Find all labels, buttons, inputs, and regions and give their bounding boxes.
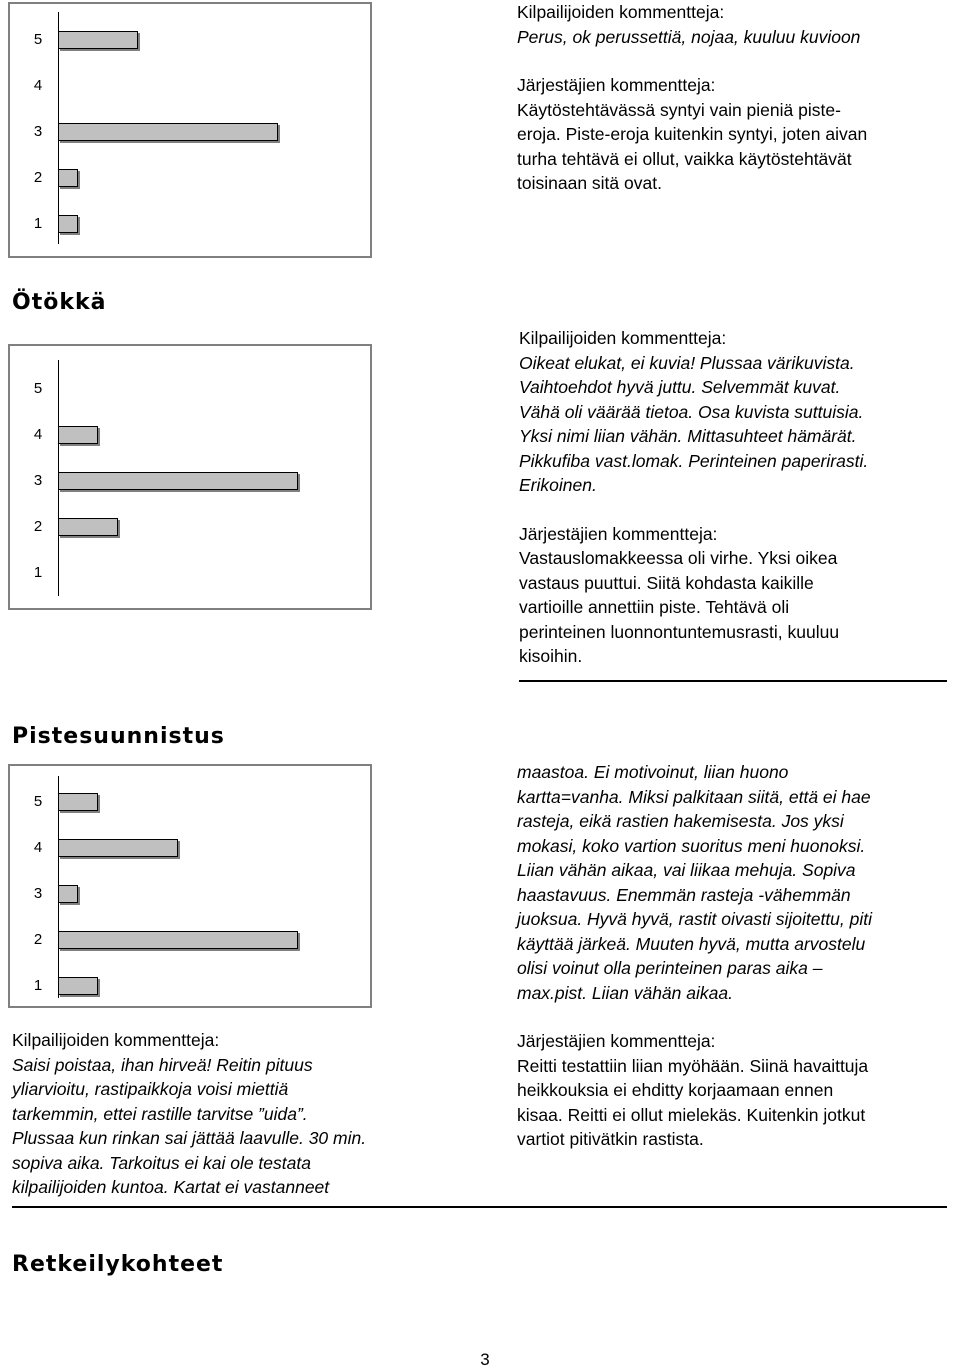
chart-bar (58, 215, 78, 233)
text-line: rasteja, eikä rastien hakemisesta. Jos yksi (517, 811, 844, 831)
organizer-heading: Järjestäjien kommentteja: (517, 75, 716, 95)
text-line: Pikkufiba vast.lomak. Perinteinen paperirasti. (519, 450, 869, 471)
text-line: kisoihin. (519, 646, 583, 666)
text-line: Reitti testattiin liian myöhään. Siinä havaittuja (517, 1055, 869, 1076)
tick-label: 3 (33, 123, 43, 140)
chart-section1 (8, 2, 372, 258)
tick-label: 3 (33, 472, 43, 489)
tick-label: 4 (33, 839, 43, 856)
tick-label: 1 (33, 215, 43, 232)
tick-label: 5 (33, 31, 43, 48)
text-line: olisi voinut olla perinteinen paras aika – (517, 958, 823, 978)
text-line: heikkouksia ei ehditty korjaamaan ennen (517, 1080, 834, 1100)
text-line: Vähä oli väärää tietoa. Osa kuvista suttuisia. (519, 401, 864, 422)
text-line: yliarvioitu, rastipaikkoja voisi miettiä (12, 1079, 289, 1099)
page-number: 3 (480, 1350, 490, 1369)
chart-section3 (8, 764, 372, 1008)
text-line: mokasi, koko vartion suoritus meni huonoksi. (517, 835, 866, 856)
text-line: sopiva aika. Tarkoitus ei kai ole testata (12, 1152, 311, 1173)
text-line: Käytöstehtävässä syntyi vain pieniä piste- (517, 99, 841, 120)
text-line: max.pist. Liian vähän aikaa. (517, 982, 733, 1003)
chart-bar (58, 839, 178, 857)
text-line: Vastauslomakkeessa oli virhe. Yksi oikea (519, 548, 838, 568)
text-line: vartiot pitivätkin rastista. (517, 1129, 704, 1149)
text-line: kisaa. Reitti ei ollut mielekäs. Kuitenkin jotkut (517, 1104, 866, 1125)
chart-bar (58, 426, 98, 444)
text-line: juoksua. Hyvä hyvä, rastit oivasti sijoitettu, piti (517, 909, 873, 929)
text-line: vartioille annettiin piste. Tehtävä oli (519, 597, 790, 617)
tick-label: 5 (33, 793, 43, 810)
text-line: Liian vähän aikaa, vai liikaa mehuja. Sopiva (517, 860, 856, 880)
chart-bar (58, 31, 138, 49)
tick-label: 1 (33, 564, 43, 581)
chart-section2 (8, 344, 372, 610)
section-title-pistesuunnistus: Pistesuunnistus (12, 724, 225, 749)
section1-comments (517, 0, 957, 196)
text-line: Erikoinen. (519, 475, 597, 495)
chart-bar (58, 793, 98, 811)
section2-comments (519, 326, 959, 669)
tick-label: 5 (33, 380, 43, 397)
text-line: tarkemmin, ettei rastille tarvitse ”uida”. (12, 1103, 308, 1124)
text-line: Plussaa kun rinkan sai jättää laavulle. 30 min. (12, 1128, 367, 1148)
section-divider (519, 680, 947, 682)
text-line: käyttää järkeä. Muuten hyvä, mutta arvostelu (517, 933, 866, 954)
text-line: Saisi poistaa, ihan hirveä! Reitin pituus (12, 1054, 313, 1075)
tick-label: 4 (33, 426, 43, 443)
text-line: vastaus puuttui. Siitä kohdasta kaikille (519, 572, 814, 593)
chart-bar (58, 931, 298, 949)
text-line: toisinaan sitä ovat. (517, 173, 662, 193)
chart-bar (58, 977, 98, 995)
competitor-text: Perus, ok perussettiä, nojaa, kuuluu kuvioon (517, 26, 861, 47)
text-line: turha tehtävä ei ollut, vaikka käytöstehtävät (517, 148, 852, 169)
organizer-text (517, 98, 957, 196)
section-divider (12, 1206, 947, 1208)
tick-label: 4 (33, 77, 43, 94)
tick-label: 2 (33, 931, 43, 948)
section3-competitor-comments-cont (517, 760, 957, 1152)
organizer-heading: Järjestäjien kommentteja: (517, 1031, 716, 1051)
competitor-text (519, 351, 959, 498)
tick-label: 1 (33, 977, 43, 994)
tick-label: 3 (33, 885, 43, 902)
text-line: kilpailijoiden kuntoa. Kartat ei vastanneet (12, 1177, 330, 1197)
text-line: Yksi nimi liian vähän. Mittasuhteet hämärät. (519, 426, 857, 446)
text-line: Vaihtoehdot hyvä juttu. Selvemmät kuvat. (519, 377, 841, 397)
organizer-heading: Järjestäjien kommentteja: (519, 523, 718, 544)
chart-bar (58, 885, 78, 903)
chart-bar (58, 472, 298, 490)
tick-label: 2 (33, 169, 43, 186)
competitor-heading: Kilpailijoiden kommentteja: (517, 2, 725, 22)
text-line: perinteinen luonnontuntemusrasti, kuuluu (519, 621, 840, 642)
organizer-text (519, 546, 959, 669)
text-line: eroja. Piste-eroja kuitenkin syntyi, joten aivan (517, 124, 868, 144)
section-title-otokka: Ötökkä (12, 290, 107, 315)
text-line: haastavuus. Enemmän rasteja -vähemmän (517, 884, 851, 905)
section-title-retkeilykohteet: Retkeilykohteet (12, 1252, 224, 1277)
chart-bar (58, 123, 278, 141)
text-line: maastoa. Ei motivoinut, liian huono (517, 762, 789, 782)
chart-bar (58, 518, 118, 536)
chart-bar (58, 169, 78, 187)
text-line: Oikeat elukat, ei kuvia! Plussaa värikuvista. (519, 352, 855, 373)
competitor-heading: Kilpailijoiden kommentteja: (519, 328, 727, 348)
competitor-heading: Kilpailijoiden kommentteja: (12, 1030, 220, 1050)
tick-label: 2 (33, 518, 43, 535)
section3-competitor-comments (12, 1028, 482, 1200)
text-line: kartta=vanha. Miksi palkitaan siitä, että ei hae (517, 786, 871, 807)
